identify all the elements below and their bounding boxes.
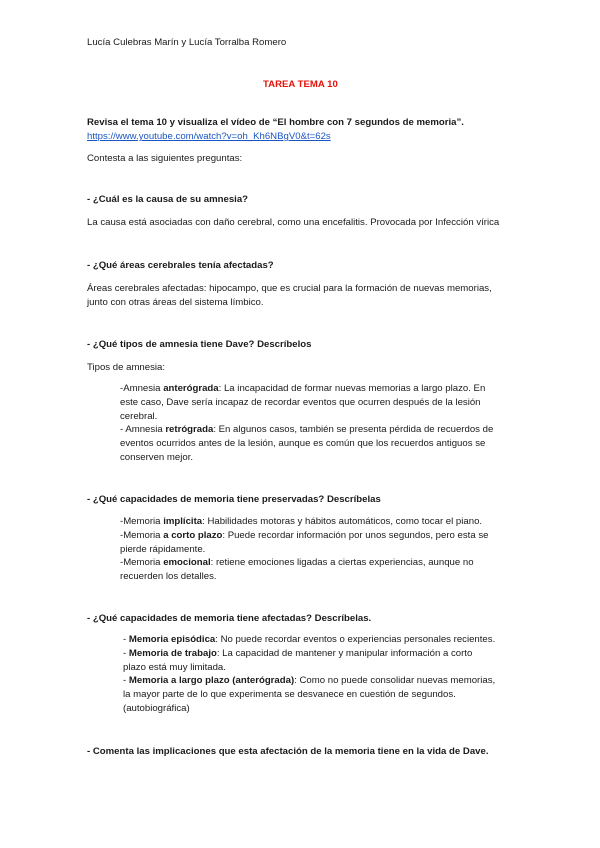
- amnesia-item-retrograde-line-2: eventos ocurridos antes de la lesión, aunque es común que los recuerdos antiguos se: [120, 438, 486, 449]
- item-text: : Habilidades motoras y hábitos automáticos, como tocar el piano.: [202, 516, 483, 527]
- item-text: : Como no puede consolidar nuevas memorias,: [294, 675, 496, 686]
- item-term: implícita: [163, 516, 203, 527]
- item-text: : La capacidad de mantener y manipular información a corto: [216, 648, 473, 659]
- item-term: anterógrada: [163, 383, 219, 394]
- affected-item-episodic: [123, 633, 495, 646]
- item-prefix: -: [123, 675, 129, 686]
- preserved-item-emotional: [120, 556, 474, 569]
- amnesia-item-anterograde: [120, 382, 485, 395]
- preserved-item-emotional-line-2: recuerden los detalles.: [120, 571, 217, 582]
- item-text: : La incapacidad de formar nuevas memorias a largo plazo. En: [218, 383, 486, 394]
- question-3: - ¿Qué tipos de amnesia tiene Dave? Descríbelos: [87, 339, 312, 350]
- item-prefix: -Memoria: [120, 530, 164, 541]
- question-5: - ¿Qué capacidades de memoria tiene afectadas? Descríbelas.: [87, 613, 372, 624]
- amnesia-item-retrograde-line-3: conserven mejor.: [120, 452, 194, 463]
- affected-item-long-term-line-3: (autobiográfica): [123, 703, 190, 714]
- affected-item-working-line-2: plazo está muy limitada.: [123, 662, 226, 673]
- item-prefix: -Memoria: [120, 557, 164, 568]
- item-text: : retiene emociones ligadas a ciertas experiencias, aunque no: [210, 557, 474, 568]
- question-1: - ¿Cuál es la causa de su amnesia?: [87, 194, 249, 205]
- intro-instruction: Revisa el tema 10 y visualiza el vídeo de “El hombre con 7 segundos de memoria”.: [87, 117, 464, 128]
- item-term: Memoria a largo plazo (anterógrada): [128, 675, 295, 686]
- item-prefix: -Memoria: [120, 516, 164, 527]
- item-term: retrógrada: [165, 424, 214, 435]
- item-term: a corto plazo: [163, 530, 223, 541]
- affected-item-long-term: [123, 674, 495, 687]
- amnesia-types-lead: Tipos de amnesia:: [87, 362, 166, 373]
- item-prefix: - Amnesia: [120, 424, 166, 435]
- amnesia-item-anterograde-line-3: cerebral.: [120, 411, 158, 422]
- answer-1: La causa está asociadas con daño cerebral, como una encefalitis. Provocada por Infección vírica: [87, 217, 500, 228]
- document-title: TAREA TEMA 10: [263, 79, 338, 90]
- preserved-item-implicit: [120, 515, 482, 528]
- item-term: Memoria episódica: [128, 634, 216, 645]
- item-prefix: -: [123, 648, 129, 659]
- affected-item-working: [123, 647, 472, 660]
- amnesia-item-anterograde-line-2: este caso, Dave sería incapaz de recordar eventos que ocurren después de la lesión: [120, 397, 481, 408]
- video-link[interactable]: https://www.youtube.com/watch?v=oh_Kh6NBgV0&t=62s: [87, 131, 331, 142]
- item-text: : Puede recordar información por unos segundos, pero esta se: [222, 530, 489, 541]
- intro-prompt: Contesta a las siguientes preguntas:: [87, 153, 243, 164]
- preserved-item-short-term: [120, 529, 488, 542]
- question-2: - ¿Qué áreas cerebrales tenía afectadas?: [87, 260, 274, 271]
- answer-2-line-2: junto con otras áreas del sistema límbico.: [87, 297, 264, 308]
- answer-2-line-1: Áreas cerebrales afectadas: hipocampo, que es crucial para la formación de nuevas memorias,: [87, 283, 492, 294]
- item-prefix: -Amnesia: [120, 383, 164, 394]
- item-term: emocional: [163, 557, 211, 568]
- item-term: Memoria de trabajo: [128, 648, 217, 659]
- item-text: : No puede recordar eventos o experiencias personales recientes.: [215, 634, 496, 645]
- item-text: : En algunos casos, también se presenta pérdida de recuerdos de: [213, 424, 494, 435]
- item-prefix: -: [123, 634, 129, 645]
- question-4: - ¿Qué capacidades de memoria tiene preservadas? Descríbelas: [87, 494, 381, 505]
- affected-item-long-term-line-2: la mayor parte de lo que experimenta se desvanece en cuestión de segundos.: [123, 689, 456, 700]
- authors-header: Lucía Culebras Marín y Lucía Torralba Romero: [87, 37, 287, 48]
- amnesia-item-retrograde: [120, 423, 493, 436]
- preserved-item-short-term-line-2: pierde rápidamente.: [120, 544, 206, 555]
- question-6: - Comenta las implicaciones que esta afectación de la memoria tiene en la vida de Dave.: [87, 746, 489, 757]
